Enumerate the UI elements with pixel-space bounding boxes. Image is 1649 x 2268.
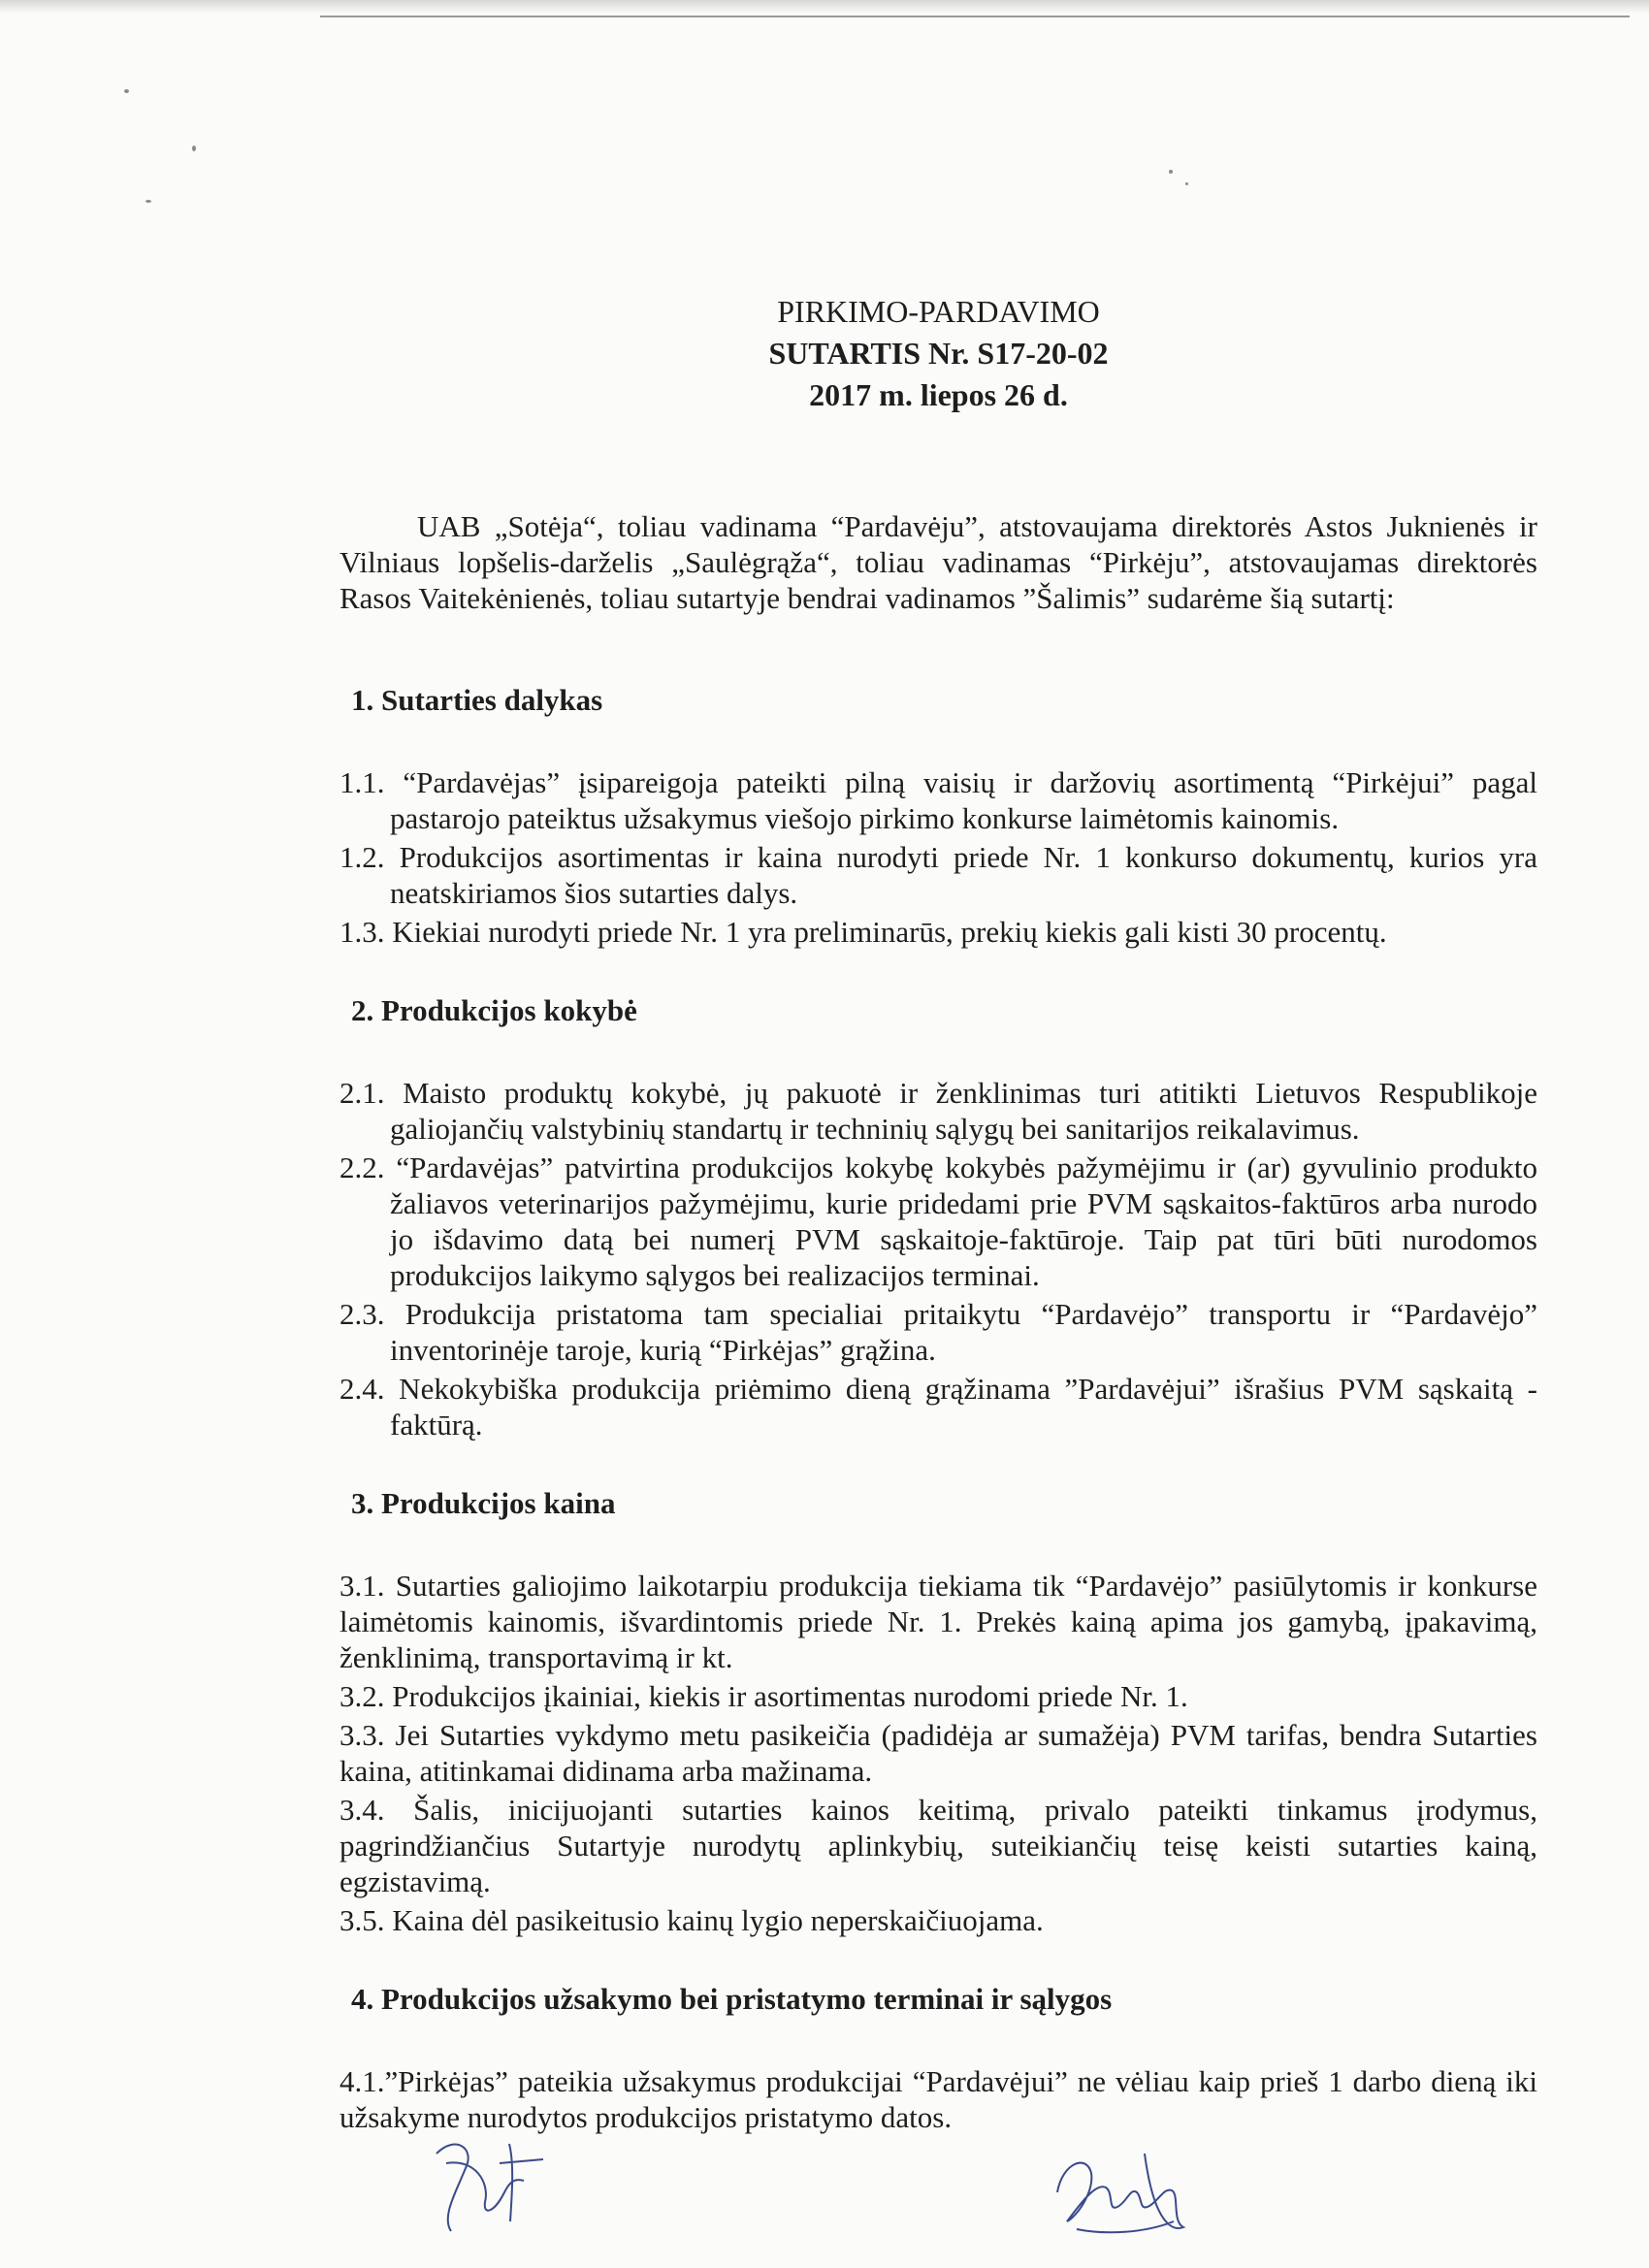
clause-2-2: 2.2. “Pardavėjas” patvirtina produkcijos kokybę kokybės pažymėjimu ir (ar) gyvulinio produkto žaliavos veterinarijos pažymėjimu, kurie pridedami prie PVM sąskaitos-faktūros arba nurodo jo išdavimo datą bei numerį PVM sąskaitoje-faktūroje. Taip pat tūri būti nurodomos produkcijos laikymo sąlygos bei realizacijos terminai. [340,1150,1537,1292]
scan-speck [192,146,196,151]
signatures-area [0,2115,1649,2251]
clause-1-3: 1.3. Kiekiai nurodyti priede Nr. 1 yra preliminarūs, prekių kiekis gali kisti 30 procentų. [340,915,1387,949]
scan-speck [124,89,129,93]
clause-4-1: 4.1.”Pirkėjas” pateikia užsakymus produkcijai “Pardavėjui” ne vėliau kaip prieš 1 darbo dieną iki užsakyme nurodytos produkcijos pristatymo datos. [340,2064,1537,2134]
intro-paragraph [340,508,1537,616]
scan-speck [146,200,151,203]
clause-3-1: 3.1. Sutarties galiojimo laikotarpiu produkcija tiekiama tik “Pardavėjo” pasiūlytomis ir konkurse laimėtomis kainomis, išvardintomis priede Nr. 1. Prekės kainą apima jos gamybą, įpakavimą, ženklinimą, transportavimą ir kt. [340,1569,1537,1674]
clause-3-4: 3.4. Šalis, inicijuojanti sutarties kainos keitimą, privalo pateikti tinkamus įrodymus, pagrindžiančius Sutartyje nurodytų aplinkybių, suteikiančių teisę keisti sutarties kainą, egzistavimą. [340,1793,1537,1898]
contract-document [340,291,1537,2178]
scan-edge [0,0,1649,14]
section-subject [340,682,1537,950]
clause-3-5: 3.5. Kaina dėl pasikeitusio kainų lygio neperskaičiuojama. [340,1903,1044,1937]
scan-speck [1185,182,1188,185]
section-ordering [340,1981,1537,2135]
clause-2-3: 2.3. Produkcija pristatoma tam specialiai pritaikytu “Pardavėjo” transportu ir “Pardavėjo” inventorinėje taroje, kurią “Pirkėjas” grąžina. [340,1297,1537,1367]
section-title: 2. Produkcijos kokybė [351,993,637,1027]
clause-1-2: 1.2. Produkcijos asortimentas ir kaina nurodyti priede Nr. 1 konkurso dokumentų, kurios yra neatskiriamos šios sutarties dalys. [340,840,1537,910]
contract-date: 2017 m. liepos 26 d. [809,377,1068,412]
intro-text: UAB „Sotėja“, toliau vadinama “Pardavėju”, atstovaujama direktorės Astos Juknienės ir Vilniaus lopšelis-darželis „Saulėgrąža“, toliau vadinamas “Pirkėju”, atstovaujamas direktorės Rasos Vaitekėnienės, toliau sutartyje bendrai vadinamos ”Šalimis” sudarėme šią sutartį: [340,509,1537,615]
clause-2-4: 2.4. Nekokybiška produkcija priėmimo dieną grąžinama ”Pardavėjui” išrašius PVM sąskaitą - faktūrą. [340,1372,1537,1442]
contract-number: SUTARTIS Nr. S17-20-02 [768,336,1109,371]
title-line-1: PIRKIMO-PARDAVIMO [777,294,1100,329]
section-price [340,1485,1537,1938]
clause-3-2: 3.2. Produkcijos įkainiai, kiekis ir asortimentas nurodomi priede Nr. 1. [340,1679,1188,1713]
scan-top-line [320,16,1630,17]
document-title [340,291,1537,416]
buyer-signature [1038,2134,1212,2241]
section-title: 3. Produkcijos kaina [351,1486,616,1520]
scan-speck [1169,170,1173,174]
section-title: 4. Produkcijos užsakymo bei pristatymo terminai ir sąlygos [351,1982,1113,2016]
clause-1-1: 1.1. “Pardavėjas” įsipareigoja pateikti pilną vaisių ir daržovių asortimentą “Pirkėjui” pagal pastarojo pateiktus užsakymus viešojo pirkimo konkurse laimėtomis kainomis. [340,765,1537,835]
seller-signature [417,2124,563,2241]
clause-3-3: 3.3. Jei Sutarties vykdymo metu pasikeičia (padidėja ar sumažėja) PVM tarifas, bendra Sutarties kaina, atitinkamai didinama arba mažinama. [340,1718,1537,1788]
clause-2-1: 2.1. Maisto produktų kokybė, jų pakuotė ir ženklinimas turi atitikti Lietuvos Respublikoje galiojančių valstybinių standartų ir techninių sąlygų bei sanitarijos reikalavimus. [340,1076,1537,1146]
section-title: 1. Sutarties dalykas [351,683,603,717]
section-quality [340,992,1537,1442]
